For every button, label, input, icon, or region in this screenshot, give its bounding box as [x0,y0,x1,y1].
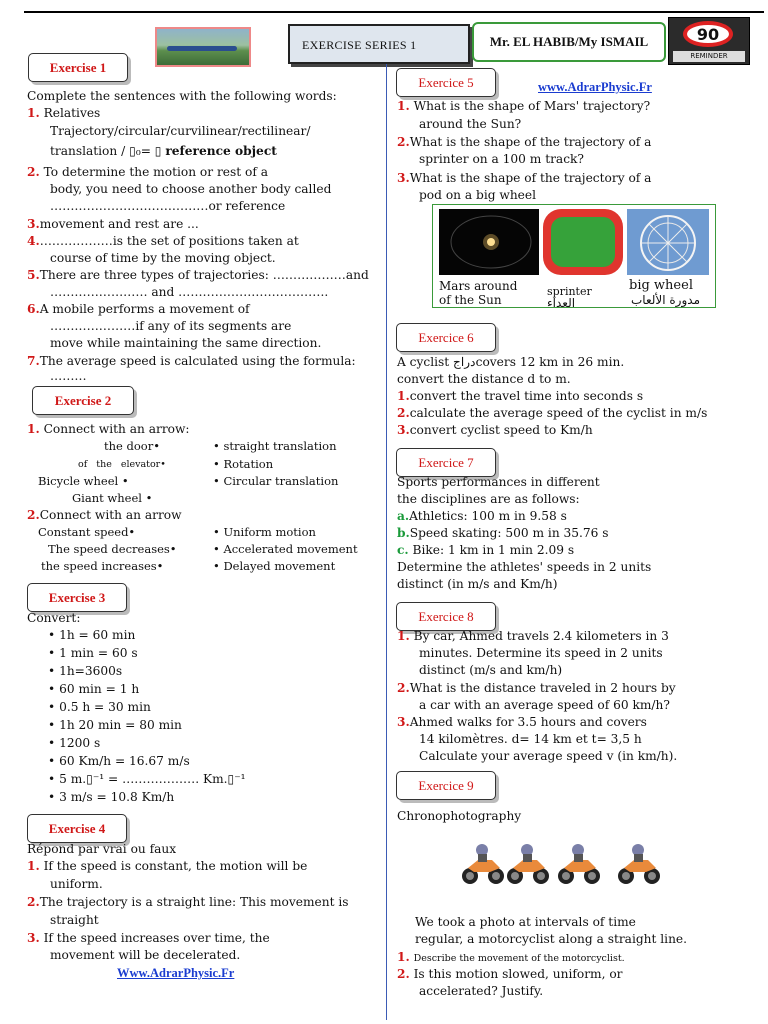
ferris-wheel-icon [627,209,709,275]
item-text: By car, Ahmed travels 2.4 kilometers in 3 [409,629,669,643]
speed-sign-icon: 90 [683,21,733,47]
conversion-text: 60 min = 1 h [59,682,140,696]
train-image [155,27,251,67]
item-number: 3. [27,931,40,945]
caption-wheel: big wheel [629,278,693,293]
item-number: 1. [27,106,40,120]
ex1-item-5 [27,267,369,284]
ex9-q2-b: accelerated? Justify. [419,984,544,998]
item-text: Connect with an arrow: [43,422,190,436]
ex5-q2-b: sprinter on a 100 m track? [419,152,584,166]
ex6-line-1: A cyclist دراجcovers 12 km in 26 min. [397,355,625,369]
item-number: 2. [27,165,40,179]
ex8-q1-b: minutes. Determine its speed in 2 units [419,646,663,660]
item-text: Athletics: 100 m in 9.58 s [409,509,567,523]
item-text: What is the shape of Mars' trajectory? [413,99,651,113]
ex8-q1 [397,628,669,645]
item-letter: c. [397,543,409,557]
ex7-line-1: Sports performances in different [397,475,600,489]
conversion-text: 3 m/s = 10.8 Km/h [59,790,175,804]
ex7-c [397,542,574,559]
item-number: 3. [397,715,410,729]
item-text: calculate the average speed of the cyclist in m/s [409,406,708,420]
exercise-2-header [32,386,134,415]
item-number: 3. [397,171,410,185]
ex2-right-item: • straight translation [213,439,337,453]
item-number: 6. [27,302,40,316]
ex2-right-item: • Accelerated movement [213,542,358,556]
glyph-placeholder: ▯₀= ▯ [129,144,166,158]
ex2-right-item: • Circular translation [213,474,339,488]
ex4-q1-b: uniform. [50,877,103,891]
ex3-item: • 60 min = 1 h [48,682,140,696]
ex1-item-6 [27,301,250,318]
exercise-6-header [396,323,496,352]
item-text: Ahmed walks for 3.5 hours and covers [409,715,647,729]
ex7-line-2: the disciplines are as follows: [397,492,580,506]
teacher-name: Mr. EL HABIB/My ISMAIL [472,22,666,62]
item-text: Describe the movement of the motorcyclist. [413,953,625,964]
conversion-text: 1 min = 60 s [59,646,138,660]
exercise-9-title: Exercice 9 [418,777,474,793]
motorcycle-icon [505,838,551,886]
ex5-q3 [397,170,651,187]
ex9-line-2: regular, a motorcyclist along a straight line. [415,932,688,946]
website-link[interactable]: www.AdrarPhysic.Fr [538,80,652,94]
item-letter: a. [397,509,410,523]
item-number: 1. [397,629,410,643]
conversion-text: 1h 20 min = 80 min [59,718,182,732]
ex3-item: • 1200 s [48,736,101,750]
ex3-item: • 0.5 h = 30 min [48,700,151,714]
item-text: What is the shape of the trajectory of a [409,171,652,185]
conversion-text: 1200 s [59,736,101,750]
caption-mars: Mars around [439,279,518,293]
item-text: The trajectory is a straight line: This movement is [39,895,349,909]
ex5-q1 [397,98,650,115]
ex5-q3-b: pod on a big wheel [419,188,536,202]
item-number: 2. [397,135,410,149]
caption-sprinter-ar: العداء [547,296,576,310]
ex6-q2 [397,405,707,422]
running-track-image [543,209,623,275]
item-number: 2. [27,508,40,522]
caption-sprinter: sprinter [547,285,592,298]
ex9-q1 [397,949,625,967]
item-text: There are three types of trajectories: ………………and [39,268,369,282]
item-text: convert cyclist speed to Km/h [409,423,593,437]
item-number: 1. [27,422,40,436]
ex1-item-1-words2 [50,143,277,160]
ex1-intro: Complete the sentences with the following words: [27,89,337,103]
ex1-item-2 [27,164,268,181]
ex9-q2 [397,966,623,983]
header-rule [24,11,764,13]
exercise-7-header [396,448,496,477]
exercise-8-header [396,602,496,631]
ex8-q3-b: 14 kilomètres. d= 14 km et t= 3,5 h [419,732,642,746]
ex4-intro: Répond par vrai ou faux [27,842,177,856]
ex5-q2 [397,134,651,151]
ex2-part-2 [27,507,182,524]
ex1-bold-word: reference object [165,144,277,158]
ex2-left-item: Giant wheel • [72,491,153,505]
ex1-item-1-words: Trajectory/circular/curvilinear/rectilinear/ [50,124,311,138]
ex6-q3 [397,422,593,439]
column-divider [386,64,387,1020]
caption-wheel-ar: مدورة الألعاب [631,293,700,307]
ex5-q1-b: around the Sun? [419,117,522,131]
item-number: 1. [397,950,410,964]
item-number: 5. [27,268,40,282]
item-text: convert the travel time into seconds s [409,389,644,403]
ex7-line-3: Determine the athletes' speeds in 2 units [397,560,652,574]
ex8-q1-c: distinct (m/s and km/h) [419,663,563,677]
item-text: What is the shape of the trajectory of a [409,135,652,149]
exercise-3-title: Exercise 3 [48,589,106,605]
item-text: Speed skating: 500 m in 35.76 s [409,526,609,540]
ex4-q2-b: straight [50,913,99,927]
exercise-9-header [396,771,496,800]
item-number: 1. [397,389,410,403]
conversion-text: 1h = 60 min [59,628,136,642]
ex3-intro: Convert: [27,611,81,625]
item-letter: b. [397,526,410,540]
ex4-q1 [27,858,307,875]
item-text: ………………is the set of positions taken at [39,234,299,248]
motorcycle-icon [460,838,506,886]
ex6-line-2: convert the distance d to m. [397,372,571,386]
caption-mars-sub: of the Sun [439,293,502,307]
ex2-right-item: • Delayed movement [213,559,336,573]
ex2-left-item: Bicycle wheel • [38,474,129,488]
item-number: 2. [397,681,410,695]
conversion-text: 5 m.▯⁻¹ = ………………. Km.▯⁻¹ [59,772,246,786]
item-number: 3. [27,217,40,231]
ex1-item-1 [27,105,100,122]
ex2-left-item: The speed decreases• [48,542,177,556]
item-number: 2. [27,895,40,909]
ex7-line-4: distinct (in m/s and Km/h) [397,577,558,591]
exercise-6-title: Exercice 6 [418,329,474,345]
ex5-image-panel [432,204,716,308]
item-number: 7. [27,354,40,368]
exercise-8-title: Exercice 8 [418,608,474,624]
ex1-item-2-c: …………………………………or reference [50,199,286,213]
ex6-q1 [397,388,643,405]
motorcycle-icon [616,838,662,886]
ex4-q2 [27,894,349,911]
exercise-5-title: Exercice 5 [418,74,474,90]
item-text: translation / [50,144,130,158]
exercise-7-title: Exercice 7 [418,454,474,470]
ex2-left-item: Constant speed• [38,525,136,539]
item-text: The average speed is calculated using the formula: [39,354,356,368]
item-text: movement and rest are ... [39,217,199,231]
ex3-item: • 5 m.▯⁻¹ = ………………. Km.▯⁻¹ [48,772,246,786]
ferris-wheel-image [627,209,709,275]
ex8-q2 [397,680,676,697]
ex3-item: • 60 Km/h = 16.67 m/s [48,754,190,768]
ex3-item: • 1h = 60 min [48,628,136,642]
ex2-left-item: of the elevator• [78,459,166,470]
exercise-3-header [27,583,127,612]
item-text: Bike: 1 km in 1 min 2.09 s [408,543,575,557]
item-text: If the speed is constant, the motion will be [43,859,308,873]
ex8-q2-b: a car with an average speed of 60 km/h? [419,698,670,712]
item-text: What is the distance traveled in 2 hours by [409,681,676,695]
item-number: 4. [27,234,40,248]
ex1-item-5-b: …………………… and ………………………………. [50,285,329,299]
mars-orbit-image [439,209,539,275]
ex2-left-item: the speed increases• [41,559,164,573]
item-number: 1. [27,859,40,873]
website-link[interactable]: Www.AdrarPhysic.Fr [117,966,235,980]
ex9-line-1: We took a photo at intervals of time [415,915,636,929]
series-title: EXERCISE SERIES 1 [302,38,417,52]
item-text: Is this motion slowed, uniform, or [413,967,623,981]
item-number: 2. [397,406,410,420]
ex1-item-6-c: move while maintaining the same direction. [50,336,322,350]
exercise-1-header [28,53,128,82]
item-number: 2. [397,967,410,981]
ex1-item-4-b: course of time by the moving object. [50,251,276,265]
ex8-q3 [397,714,647,731]
exercise-1-title: Exercise 1 [49,59,107,75]
ex1-item-7-b: ……… [50,369,87,383]
item-number: 1. [397,99,410,113]
ex1-item-2-b: body, you need to choose another body called [50,182,332,196]
conversion-text: 1h=3600s [59,664,123,678]
ex3-item: • 3 m/s = 10.8 Km/h [48,790,175,804]
orbit-icon [439,209,539,275]
ex9-topic: Chronophotography [397,809,522,823]
badge-label: REMINDER [673,51,745,62]
motorcycle-icon [556,838,602,886]
ex1-item-6-b: …………………if any of its segments are [50,319,292,333]
ex7-b [397,525,609,542]
conversion-text: 0.5 h = 30 min [59,700,151,714]
exercise-5-header [396,68,496,97]
ex7-a [397,508,567,525]
ex1-item-4 [27,233,299,250]
item-text: To determine the motion or rest of a [43,165,269,179]
exercise-4-title: Exercise 4 [48,820,106,836]
reminder-badge [668,17,750,65]
item-text: If the speed increases over time, the [43,931,270,945]
item-text: Relatives [43,106,101,120]
ex2-left-item: the door• [104,439,160,453]
item-text: Connect with an arrow [39,508,182,522]
exercise-4-header [27,814,127,843]
ex8-q3-c: Calculate your average speed v (in km/h). [419,749,678,763]
ex3-item: • 1 min = 60 s [48,646,138,660]
conversion-text: 60 Km/h = 16.67 m/s [59,754,190,768]
item-text: A mobile performs a movement of [39,302,250,316]
exercise-2-title: Exercise 2 [54,392,112,408]
ex4-q3-b: movement will be decelerated. [50,948,241,962]
ex2-right-item: • Rotation [213,457,274,471]
ex4-q3 [27,930,270,947]
ex3-item: • 1h=3600s [48,664,123,678]
ex1-item-3 [27,216,199,233]
ex3-item: • 1h 20 min = 80 min [48,718,182,732]
ex2-right-item: • Uniform motion [213,525,316,539]
series-title-box [288,24,470,64]
ex2-part-1 [27,421,190,438]
item-number: 3. [397,423,410,437]
